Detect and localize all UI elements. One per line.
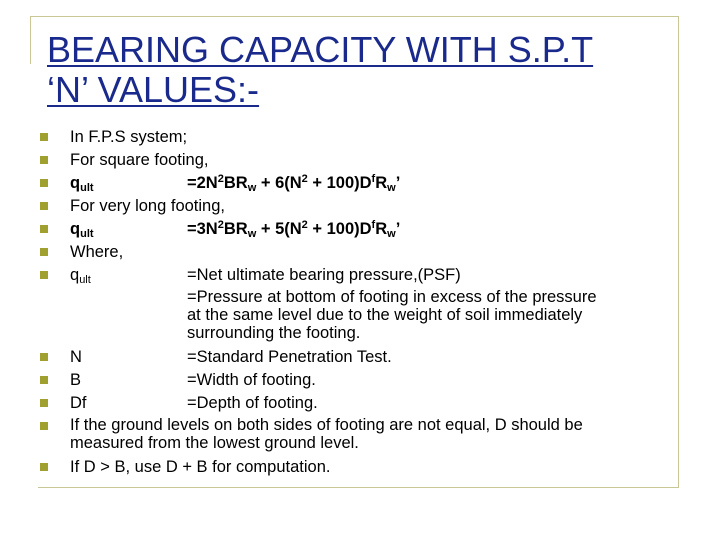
bullet-icon <box>40 463 48 471</box>
item-long-footing: For very long footing, <box>70 197 225 215</box>
def-q-ult-line-2: =Pressure at bottom of footing in excess of the pressure <box>187 288 597 306</box>
ground-level-note-1: If the ground levels on both sides of footing are not equal, D should be <box>70 416 583 434</box>
q-ult-symbol-long: $q_{ult}$ <box>70 220 94 240</box>
formula-long-footing: $=3N^2BR_w + 5(N^2 + 100)D^fR_w$’ <box>187 219 401 240</box>
bullet-icon <box>40 179 48 187</box>
def-df: =Depth of footing. <box>187 394 318 412</box>
title-line-1: BEARING CAPACITY WITH S.P.T <box>47 29 594 70</box>
bullet-icon <box>40 156 48 164</box>
bullet-icon <box>40 248 48 256</box>
def-q-ult-line-4: surrounding the footing. <box>187 324 361 342</box>
def-b: =Width of footing. <box>187 371 316 389</box>
item-fps: In F.P.S system; <box>70 128 188 146</box>
item-where: Where, <box>70 243 124 261</box>
bullet-icon <box>40 271 48 279</box>
q-ult-symbol-square: $q_{ult}$ <box>70 174 94 194</box>
bullet-icon <box>40 353 48 361</box>
bullet-icon <box>40 202 48 210</box>
formula-square-footing: $=2N^2BR_w + 6(N^2 + 100)D^fR_w$’ <box>187 173 401 194</box>
bullet-icon <box>40 376 48 384</box>
term-n: N <box>70 348 82 366</box>
bullet-icon <box>40 133 48 141</box>
title-line-2: ‘N’ VALUES:- <box>47 69 260 110</box>
item-square-footing: For square footing, <box>70 151 209 169</box>
bullet-icon <box>40 399 48 407</box>
item-d-greater-b: If D > B, use D + B for computation. <box>70 458 331 476</box>
term-b: B <box>70 371 82 389</box>
def-q-ult-line-3: at the same level due to the weight of soil immediately <box>187 306 583 324</box>
term-df: Df <box>70 394 87 412</box>
q-ult-symbol-def: $q_{ult}$ <box>70 266 91 286</box>
bullet-icon <box>40 225 48 233</box>
def-q-ult-line-1: =Net ultimate bearing pressure,(PSF) <box>187 266 461 284</box>
bullet-icon <box>40 422 48 430</box>
ground-level-note-2: measured from the lowest ground level. <box>70 434 359 452</box>
def-n: =Standard Penetration Test. <box>187 348 392 366</box>
